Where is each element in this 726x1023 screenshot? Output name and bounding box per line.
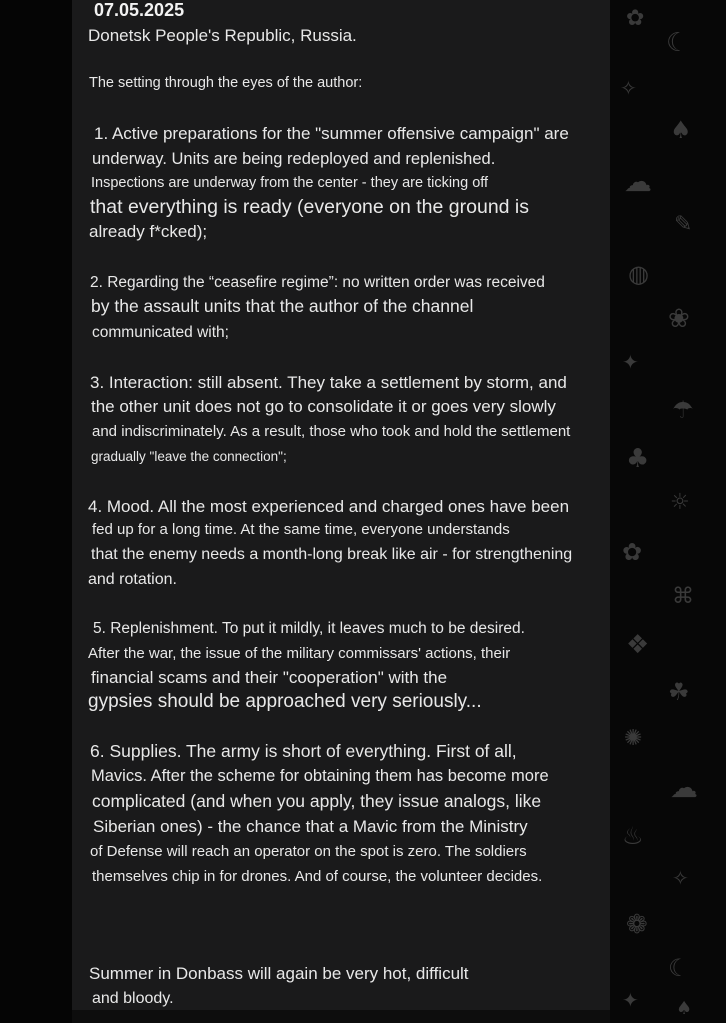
post-text-line: fed up for a long time. At the same time, everyone understands bbox=[92, 521, 510, 538]
post-text-line: Siberian ones) - the chance that a Mavic from the Ministry bbox=[93, 817, 528, 836]
doodle-icon: ♠ bbox=[676, 998, 693, 1019]
post-text-line: already f*cked); bbox=[89, 222, 208, 241]
doodle-icon: ☼ bbox=[670, 490, 690, 515]
post-date: 07.05.2025 bbox=[94, 0, 185, 20]
post-location: Donetsk People's Republic, Russia. bbox=[88, 26, 357, 45]
post-text-line: that the enemy needs a month-long break like air - for strengthening bbox=[91, 546, 573, 563]
doodle-icon: ♨ bbox=[622, 822, 644, 850]
post-intro: The setting through the eyes of the author: bbox=[89, 75, 363, 91]
post-text-line: and bloody. bbox=[92, 990, 174, 1007]
post-text-line: 5. Replenishment. To put it mildly, it leaves much to be desired. bbox=[93, 620, 525, 637]
doodle-icon: ♠ bbox=[670, 116, 692, 144]
doodle-icon: ✺ bbox=[624, 726, 643, 751]
doodle-icon: ◍ bbox=[628, 260, 649, 288]
doodle-icon: ☘ bbox=[668, 678, 690, 706]
doodle-icon: ✦ bbox=[622, 350, 639, 374]
doodle-icon: ♣ bbox=[626, 444, 650, 474]
post-text-line: 3. Interaction: still absent. They take a settlement by storm, and bbox=[90, 373, 567, 392]
post-text-line: and indiscriminately. As a result, those who took and hold the settlement bbox=[92, 423, 571, 440]
message-bubble bbox=[72, 0, 610, 1010]
post-text-line: gypsies should be approached very seriously... bbox=[88, 691, 482, 712]
post-text-line: Mavics. After the scheme for obtaining them has become more bbox=[91, 767, 549, 785]
doodle-icon: ❀ bbox=[668, 304, 690, 334]
post-text-line: complicated (and when you apply, they issue analogs, like bbox=[92, 791, 542, 811]
doodle-icon: ✿ bbox=[622, 538, 643, 566]
doodle-icon: ✦ bbox=[622, 988, 639, 1012]
post-text-line: After the war, the issue of the military commissars' actions, their bbox=[88, 645, 511, 662]
post-text-line: 2. Regarding the “ceasefire regime”: no written order was received bbox=[90, 274, 545, 291]
post-text-line: by the assault units that the author of the channel bbox=[91, 296, 474, 316]
post-text-line: Inspections are underway from the center - they are ticking off bbox=[91, 175, 489, 191]
post-text-line: 1. Active preparations for the "summer offensive campaign" are bbox=[94, 124, 569, 143]
doodle-icon: ☾ bbox=[668, 954, 690, 982]
doodle-icon: ☁ bbox=[624, 165, 652, 198]
post-text-line: financial scams and their "cooperation" with the bbox=[91, 668, 448, 687]
post-text-line: themselves chip in for drones. And of course, the volunteer decides. bbox=[92, 868, 543, 885]
post-text-line: communicated with; bbox=[92, 324, 229, 341]
doodle-icon: ❖ bbox=[626, 630, 650, 660]
post-text-line: 6. Supplies. The army is short of everything. First of all, bbox=[90, 741, 517, 761]
post-text-line: the other unit does not go to consolidate it or goes very slowly bbox=[91, 397, 556, 416]
post-text-line: that everything is ready (everyone on the ground is bbox=[90, 196, 530, 218]
post-text-line: Summer in Donbass will again be very hot, difficult bbox=[89, 964, 469, 983]
doodle-icon: ☾ bbox=[666, 28, 690, 58]
post-text-line: and rotation. bbox=[88, 571, 177, 588]
bottom-edge bbox=[72, 1010, 610, 1023]
doodle-icon: ☂ bbox=[672, 396, 694, 424]
doodle-icon: ✧ bbox=[620, 76, 637, 100]
post-text-line: 4. Mood. All the most experienced and charged ones have been bbox=[88, 497, 570, 516]
doodle-icon: ⌘ bbox=[672, 584, 694, 609]
left-background-strip bbox=[0, 0, 72, 1023]
post-text-line: of Defense will reach an operator on the spot is zero. The soldiers bbox=[90, 843, 527, 860]
doodle-icon: ✿ bbox=[626, 6, 645, 31]
doodle-icon: ✎ bbox=[674, 212, 693, 237]
chat-wallpaper-doodles bbox=[610, 0, 726, 1023]
doodle-icon: ☁ bbox=[670, 771, 698, 804]
doodle-icon: ✧ bbox=[672, 866, 689, 890]
post-text-line: underway. Units are being redeployed and replenished. bbox=[92, 150, 496, 168]
post-text-line: gradually "leave the connection"; bbox=[91, 449, 287, 464]
doodle-icon: ❁ bbox=[626, 910, 648, 940]
